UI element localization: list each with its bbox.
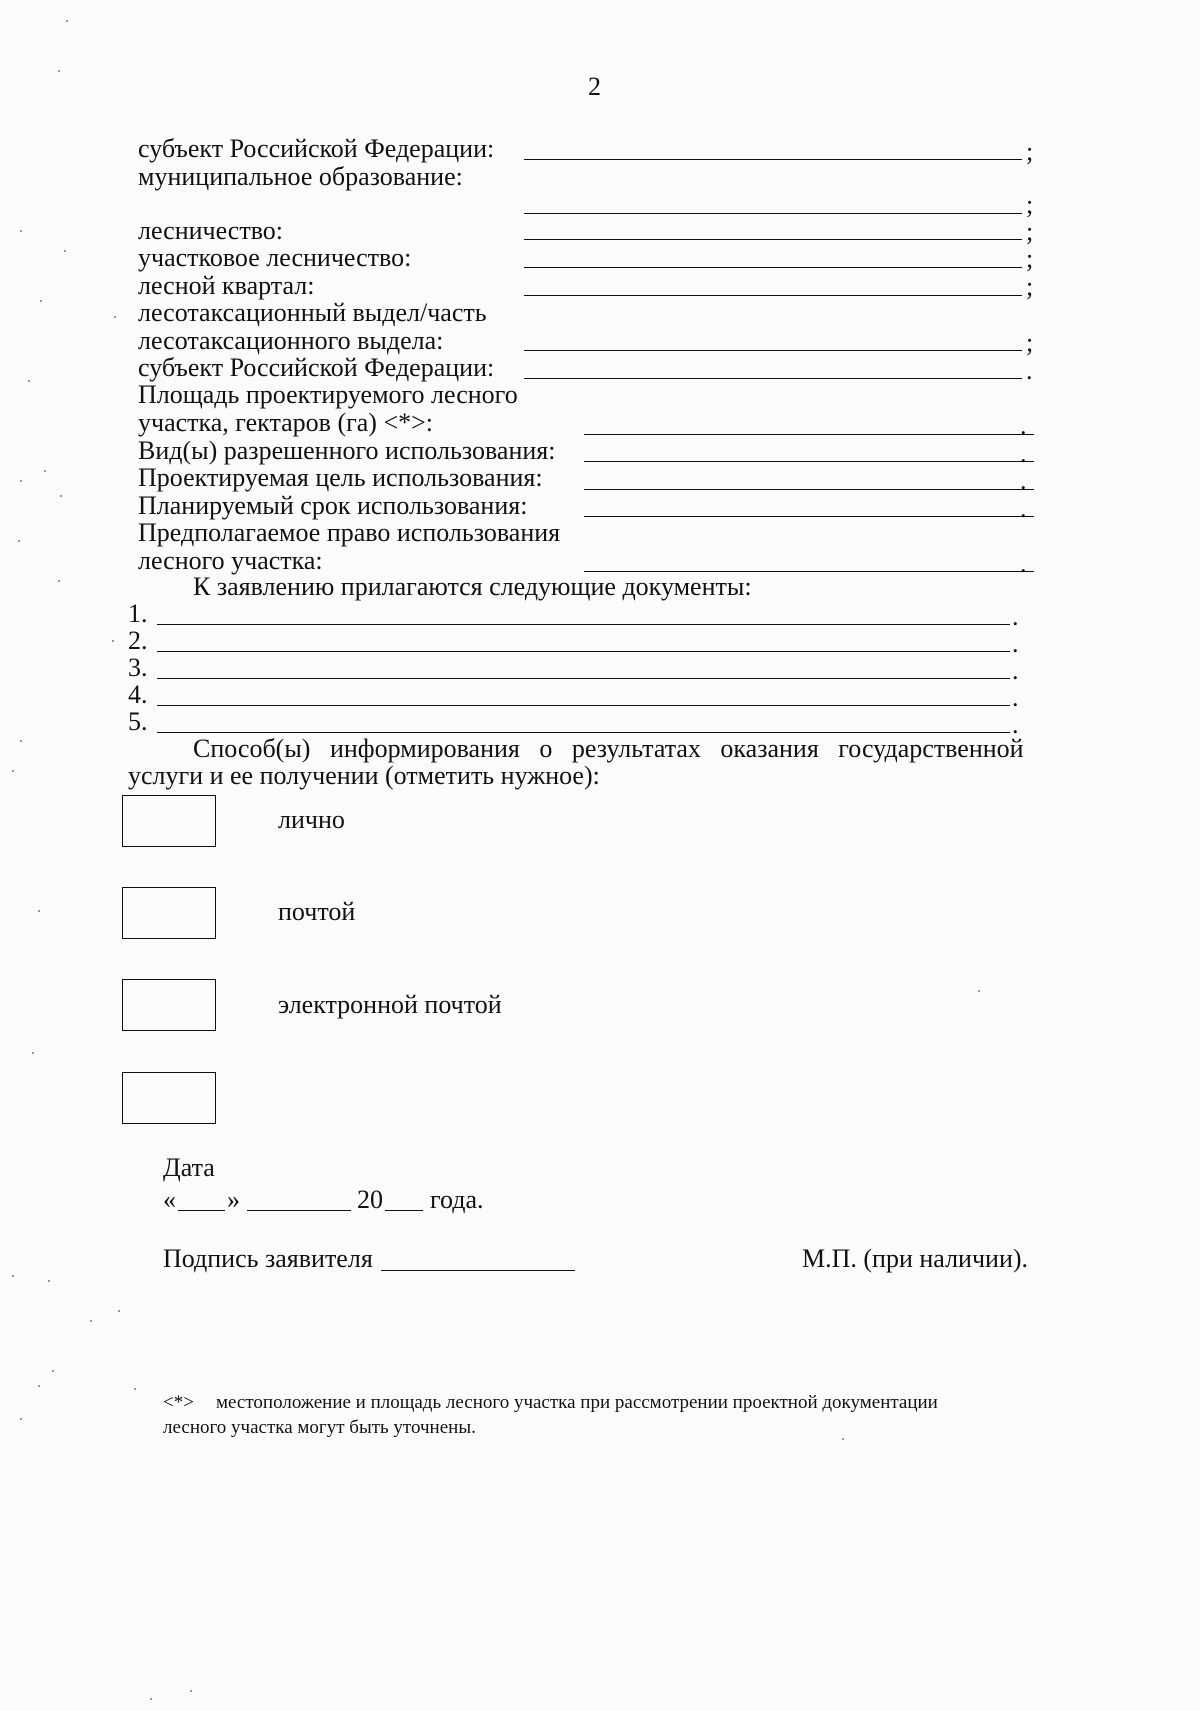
scan-speck [978, 990, 980, 992]
checkbox-other[interactable] [122, 1072, 216, 1124]
footnote-marker: <*> [163, 1392, 194, 1413]
field-input-permitted-use[interactable] [584, 461, 1034, 462]
field-label-allotment: лесотаксационного выдела: [138, 326, 444, 355]
scan-speck [66, 20, 68, 22]
signature-label: Подпись заявителя [163, 1244, 373, 1273]
field-label-area-line1: Площадь проектируемого лесного [138, 380, 518, 409]
scan-speck [40, 300, 42, 302]
document-input[interactable] [157, 651, 1010, 652]
field-label-forestry: лесничество: [138, 216, 284, 245]
field-label-purpose: Проектируемая цель использования: [138, 463, 543, 492]
document-number: 1. [128, 599, 148, 628]
scan-speck [134, 1388, 136, 1390]
scan-speck [32, 1052, 34, 1054]
field-label-allotment-line1: лесотаксационный выдел/часть [138, 298, 487, 327]
document-input[interactable] [157, 624, 1010, 625]
field-label-region-2: субъект Российской Федерации: [138, 353, 495, 382]
scan-speck [18, 540, 20, 542]
field-label-forest-quarter: лесной квартал: [138, 271, 315, 300]
field-input-purpose[interactable] [584, 489, 1034, 490]
info-methods-heading-line1: Способ(ы) информирования о результатах оказания государственной [193, 734, 1024, 763]
scan-speck [20, 740, 22, 742]
field-label-region: субъект Российской Федерации: [138, 134, 495, 163]
document-number: 4. [128, 680, 148, 709]
field-end-purpose: . [1020, 466, 1027, 495]
field-input-region[interactable] [524, 159, 1022, 160]
scan-speck [38, 910, 40, 912]
field-end-region: ; [1026, 137, 1034, 166]
scan-speck [58, 580, 60, 582]
scan-speck [112, 640, 114, 642]
date-year-prefix: 20 [357, 1185, 383, 1214]
option-label-in-person: лично [278, 805, 345, 834]
scan-speck [114, 316, 116, 318]
date-month-input[interactable] [247, 1210, 351, 1211]
field-label-right-line1: Предполагаемое право использования [138, 518, 561, 547]
field-end-allotment: ; [1026, 328, 1034, 357]
field-end-region-2: . [1026, 356, 1033, 385]
field-input-municipality[interactable] [524, 213, 1022, 214]
document-input[interactable] [157, 705, 1010, 706]
scan-speck [118, 1310, 120, 1312]
document-input[interactable] [157, 732, 1010, 733]
document-end: . [1012, 629, 1019, 658]
field-end-right: . [1020, 549, 1027, 578]
scan-speck [12, 1275, 14, 1277]
info-methods-heading-line2: услуги и ее получении (отметить нужное): [128, 761, 600, 790]
checkbox-in-person[interactable] [122, 795, 216, 847]
scan-speck [48, 1280, 50, 1282]
stamp-note: М.П. (при наличии). [802, 1244, 1029, 1273]
field-end-term: . [1020, 494, 1027, 523]
scan-speck [60, 495, 62, 497]
scan-speck [52, 1370, 54, 1372]
date-open-quote: « [163, 1185, 176, 1214]
date-label: Дата [163, 1153, 215, 1182]
field-label-district-forestry: участковое лесничество: [138, 243, 412, 272]
option-label-email: электронной почтой [278, 990, 502, 1019]
document-input[interactable] [157, 678, 1010, 679]
scan-speck [28, 380, 30, 382]
field-label-term: Планируемый срок использования: [138, 491, 528, 520]
document-number: 3. [128, 653, 148, 682]
field-end-municipality: ; [1026, 190, 1034, 219]
field-input-term[interactable] [584, 516, 1034, 517]
document-number: 2. [128, 626, 148, 655]
documents-heading: К заявлению прилагаются следующие документы: [193, 572, 752, 601]
scan-speck [58, 70, 60, 72]
scan-speck [20, 480, 22, 482]
field-label-municipality: муниципальное образование: [138, 162, 463, 191]
field-end-district-forestry: ; [1026, 244, 1034, 273]
scan-speck [64, 250, 66, 252]
scan-speck [842, 1438, 844, 1440]
field-label-permitted-use: Вид(ы) разрешенного использования: [138, 436, 556, 465]
signature-input[interactable] [381, 1270, 575, 1271]
field-end-forestry: ; [1026, 217, 1034, 246]
checkbox-mail[interactable] [122, 887, 216, 939]
field-end-area: . [1020, 411, 1027, 440]
page-number: 2 [588, 72, 601, 101]
field-input-allotment[interactable] [524, 350, 1022, 351]
field-label-area: участка, гектаров (га) <*>: [138, 408, 434, 437]
scan-speck [12, 770, 14, 772]
scan-speck [90, 1320, 92, 1322]
field-input-area[interactable] [584, 434, 1034, 435]
scan-speck [44, 470, 46, 472]
field-input-region-2[interactable] [524, 378, 1022, 379]
field-label-right: лесного участка: [138, 546, 323, 575]
field-end-permitted-use: . [1020, 439, 1027, 468]
document-end: . [1012, 710, 1019, 739]
date-day-input[interactable] [178, 1210, 225, 1211]
scan-speck [190, 1690, 192, 1692]
document-end: . [1012, 602, 1019, 631]
date-close-quote: » [227, 1185, 240, 1214]
field-input-forestry[interactable] [524, 239, 1022, 240]
option-label-mail: почтой [278, 897, 356, 926]
footnote-line1: местоположение и площадь лесного участка при рассмотрении проектной документации [216, 1392, 938, 1413]
document-end: . [1012, 656, 1019, 685]
scan-speck [38, 1385, 40, 1387]
scan-speck [20, 230, 22, 232]
field-input-district-forestry[interactable] [524, 267, 1022, 268]
document-end: . [1012, 683, 1019, 712]
scan-speck [20, 1418, 22, 1420]
document-number: 5. [128, 707, 148, 736]
date-year-suffix: года. [430, 1185, 484, 1214]
checkbox-email[interactable] [122, 979, 216, 1031]
field-end-forest-quarter: ; [1026, 272, 1034, 301]
footnote-line2: лесного участка могут быть уточнены. [163, 1417, 476, 1438]
scan-speck [150, 1698, 152, 1700]
field-input-forest-quarter[interactable] [524, 295, 1022, 296]
date-year-input[interactable] [385, 1210, 423, 1211]
